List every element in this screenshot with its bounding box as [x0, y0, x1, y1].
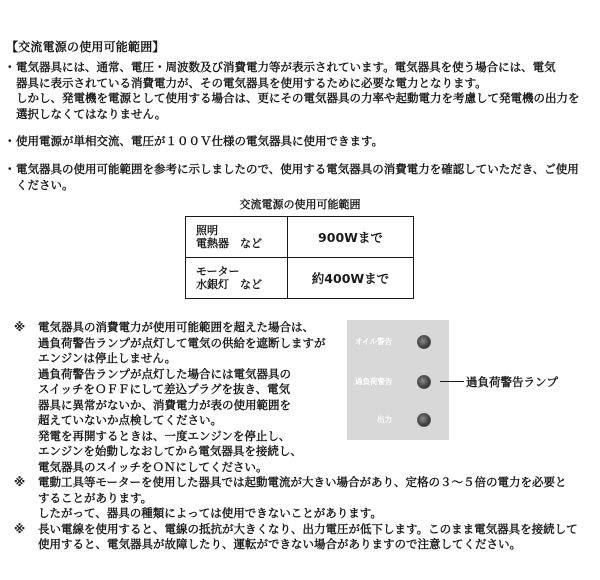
note-item — [14, 475, 594, 522]
device-line: モーター — [196, 265, 240, 278]
device-cell — [186, 217, 288, 258]
note-line: エンジンは停止しません。 — [38, 351, 177, 365]
oil-warning-label: オイル警告 — [355, 337, 393, 346]
note-line: 電動工具等モーターを使用した器具では起動電流が大きい場合があり、定格の３～５倍の電力を必要と — [38, 475, 567, 489]
table-row — [186, 258, 414, 299]
bullet-item — [4, 134, 588, 150]
table-caption: 交流電源の使用可能範囲 — [239, 198, 361, 211]
bullet-marker: ・ — [4, 134, 16, 148]
overload-lamp-callout: 過負荷警告ランプ — [466, 375, 558, 389]
output-label: 出力 — [377, 415, 392, 424]
note-line: スイッチをＯＦＦにして差込プラグを抜き、電気 — [38, 382, 291, 396]
note-line: エンジンを始動しなおしてから電気器具を接続し、 — [38, 444, 302, 458]
power-cell: 900Wまで — [288, 217, 414, 258]
usage-table — [185, 216, 414, 299]
table-row — [186, 217, 414, 258]
bullet-line: 電気器具には、通常、電圧・周波数及び消費電力等が表示されています。電気器具を使う場合には、電気 — [16, 60, 556, 74]
bullet-line: 使用電源が単相交流、電圧が１００Ｖ仕様の電気器具に使用できます。 — [16, 134, 384, 148]
note-line: 長い電線を使用すると、電線の抵抗が大きくなり、出力電圧が低下します。このまま電気器具を接続して — [38, 521, 578, 536]
bullet-line: 選択しなくてはなりません。 — [16, 106, 167, 121]
bullet-line: 電気器具の使用可能範囲を参考に示しましたので、使用する電気器具の消費電力を確認していただき、ご使用 — [16, 162, 579, 176]
note-line: 過負荷警告ランプが点灯して電気の供給を遮断しますが — [38, 335, 326, 350]
note-item — [14, 320, 594, 475]
note-line: 超えていないか点検してください。 — [38, 413, 222, 427]
note-marker: ※ — [14, 475, 26, 489]
bullet-line: ください。 — [16, 177, 74, 192]
bullet-line: 器具に表示されている消費電力が、その電気器具を使用するために必要な電力となります。 — [16, 75, 487, 90]
bullet-item — [4, 60, 588, 122]
note-line: 器具に異常がないか、消費電力が表の使用範囲を — [38, 397, 291, 412]
device-line: 水銀灯 など — [196, 278, 262, 291]
device-line: 照明 — [196, 224, 218, 237]
note-marker: ※ — [14, 521, 26, 536]
bullet-item — [4, 162, 588, 193]
note-line: 電気器具のスイッチをＯＮにしてください。 — [38, 459, 268, 474]
note-line: 過負荷警告ランプが点灯した場合には電気器具の — [38, 366, 291, 381]
overload-warning-label: 過負荷警告 — [355, 377, 393, 386]
section-heading: 【交流電源の使用可能範囲】 — [6, 40, 165, 54]
note-line: 使用すると、電気器具が故障したり、運転ができない場合がありますので注意してください。 — [38, 537, 521, 551]
bullet-line: しかし、発電機を電源として使用する場合は、更にその電気器具の力率や起動電力を考慮して発電機の出力を — [16, 91, 580, 105]
notes-section — [14, 320, 594, 553]
bullet-marker: ・ — [4, 60, 16, 74]
note-marker: ※ — [14, 320, 26, 334]
note-line: したがって、器具の種類によっては使用できないことがあります。 — [38, 506, 382, 520]
device-line: 電熱器 など — [196, 237, 262, 250]
device-cell — [186, 258, 288, 299]
note-item — [14, 522, 594, 553]
bullet-marker: ・ — [4, 162, 16, 176]
note-line: 電気器具の消費電力が使用可能範囲を超えた場合は、 — [38, 320, 314, 334]
power-cell: 約400Wまで — [288, 258, 414, 299]
note-line: することがあります。 — [38, 490, 153, 505]
note-line: 発電を再開するときは、一度エンジンを停止し、 — [38, 428, 291, 443]
